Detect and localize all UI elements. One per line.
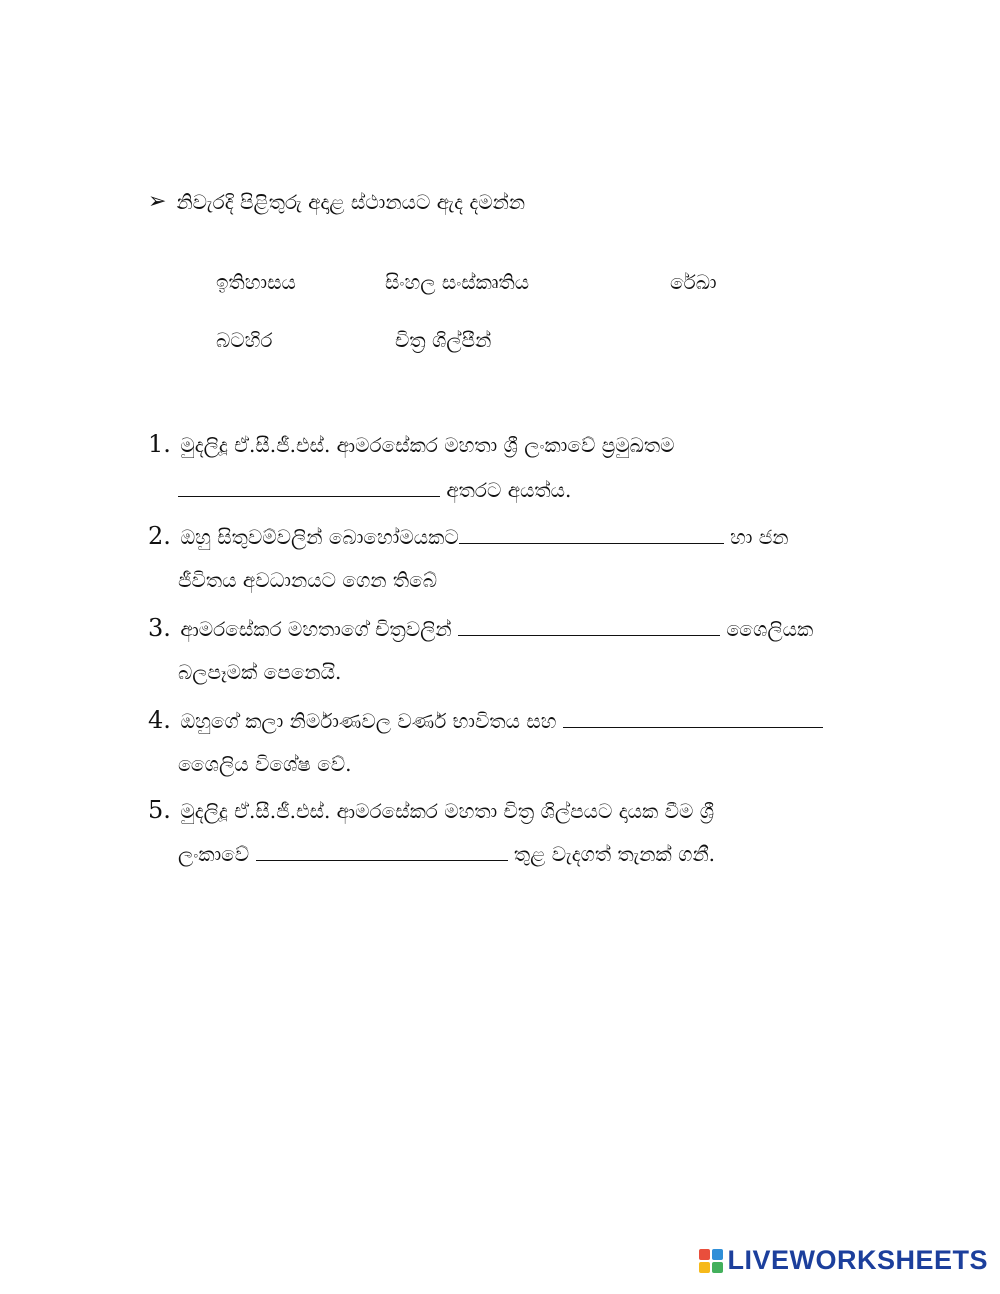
question-3 (148, 614, 813, 642)
question-4-line-2 (178, 752, 352, 776)
question-text: මුදලිදූ ඒ.සී.ජී.එස්. ආමරසේකර මහතා චිත්‍ර ශිල්පයට දායක වීම ශ්‍රී (180, 799, 715, 823)
question-2-line-2 (178, 568, 437, 592)
question-2 (148, 522, 789, 550)
question-text: ඔහු සිතුවම්වලින් බොහෝමයකට (180, 525, 459, 549)
question-text: ලංකාවේ (178, 842, 250, 866)
liveworksheets-logo-icon (699, 1249, 723, 1273)
liveworksheets-logo (699, 1245, 988, 1276)
logo-text: LIVEWORKSHEETS (727, 1245, 988, 1275)
question-number: 3. (148, 614, 171, 642)
question-number: 4. (148, 706, 171, 734)
word-bank-item[interactable]: බටහිර (216, 328, 273, 352)
question-number: 2. (148, 522, 171, 550)
question-text: තුළ වැදගත් තැනක් ගනී. (513, 842, 716, 866)
word-bank-item[interactable]: චිත්‍ර ශිල්පීන් (395, 328, 492, 352)
drop-blank[interactable] (459, 525, 724, 544)
drop-blank[interactable] (178, 478, 440, 497)
question-text: ශෛලියක (726, 617, 814, 641)
question-text: ආමරසේකර මහතාගේ චිත්‍රවලින් (180, 617, 452, 641)
word-bank-item[interactable]: සිංහල සංස්කෘතිය (385, 270, 530, 294)
word-bank-item[interactable]: ඉතිහාසය (216, 270, 296, 294)
arrow-bullet-icon: ➢ (148, 189, 167, 214)
question-text: ජීවිතය අවධානයට ගෙන තිබේ (178, 568, 438, 592)
question-text: ඔහුගේ කලා නිර්මාණවල වර්ණ භාවිතය සහ (180, 709, 557, 733)
question-text: බලපෑමක් පෙනෙයි. (178, 660, 342, 684)
question-text: ශෛලිය විශේෂ වේ. (178, 752, 352, 776)
drop-blank[interactable] (256, 842, 508, 861)
question-text: හා ජන (730, 525, 789, 549)
question-number: 1. (148, 430, 171, 458)
question-1-line-2 (178, 478, 571, 502)
drop-blank[interactable] (563, 709, 823, 728)
instruction-text: නිවැරදි පිළිතුරු අදාළ ස්ථානයට ඇද දමන්න (176, 190, 526, 214)
question-5 (148, 796, 714, 824)
word-bank-item[interactable]: රේඛා (670, 270, 717, 294)
instruction (148, 190, 525, 214)
question-3-line-2 (178, 660, 341, 684)
question-4 (148, 706, 823, 734)
question-number: 5. (148, 796, 171, 824)
question-text: මුදලිදූ ඒ.සී.ජී.එස්. ආමරසේකර මහතා ශ්‍රී ලංකාවේ ප්‍රමුඛතම (180, 433, 675, 457)
question-text: අතරට අයත්ය. (446, 478, 572, 502)
question-1 (148, 430, 675, 458)
question-5-line-2 (178, 842, 715, 866)
drop-blank[interactable] (458, 617, 720, 636)
